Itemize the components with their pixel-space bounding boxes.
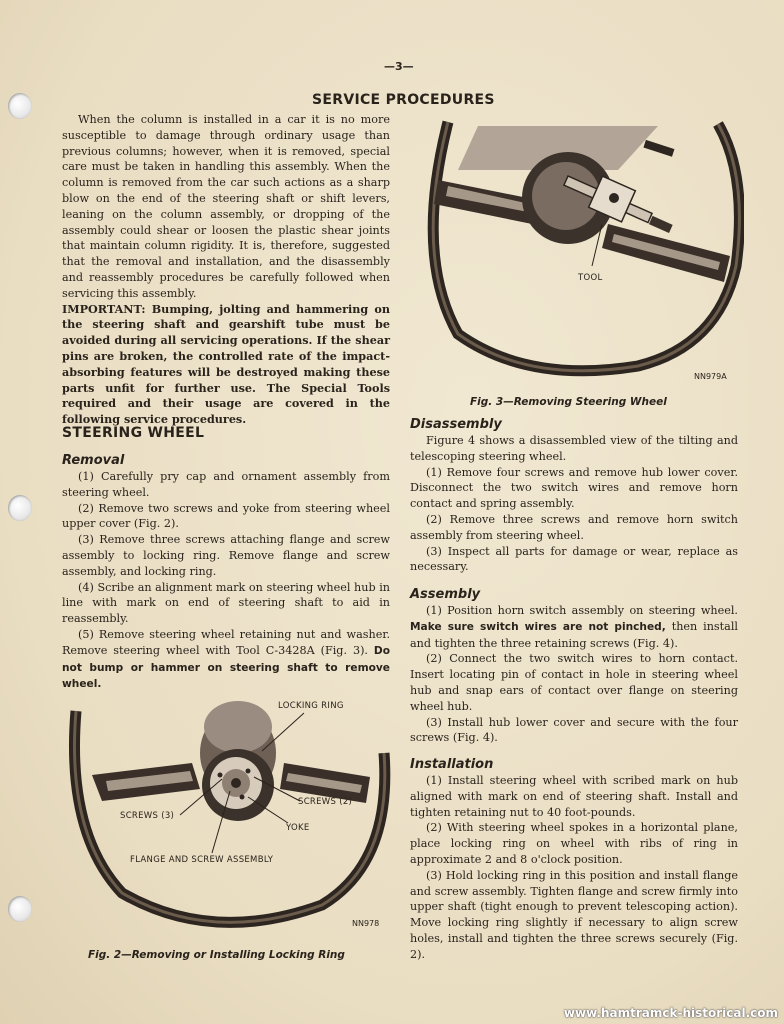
assembly-step: (2) Connect the two switch wires to horn contact. Insert locating pin of contact in hole in steering wheel hub and snap ears of contact over flange on steering wheel hub. (410, 652, 738, 713)
label-screws-3: SCREWS (3) (120, 811, 175, 821)
figure-3-code: NN979A (694, 372, 727, 381)
removal-section (62, 452, 390, 693)
tool-nut (609, 193, 619, 203)
removal-step-5-text: (5) Remove steering wheel retaining nut and washer. Remove steering wheel with Tool C-3428A (Fig. 3). (62, 627, 390, 657)
assembly-section (410, 586, 738, 746)
tool-handle (649, 216, 673, 233)
assembly-step: (3) Install hub lower cover and secure with the four screws (Fig. 4). (410, 715, 738, 745)
column-top (204, 701, 272, 753)
installation-step: (3) Hold locking ring in this position and install flange and screw assembly. Tighten flange and screw firmly into upper shaft (tight enough to prevent telescoping action). Move locking ring slightly if necessary to align screw holes, install and tighten the three screws securely (Fig. 2). (410, 868, 738, 961)
removal-step-5 (62, 627, 390, 693)
label-flange-screw-assembly: FLANGE AND SCREW ASSEMBLY (130, 855, 274, 865)
figure-2-illustration (62, 693, 398, 943)
assembly-step-1-a: (1) Position horn switch assembly on steering wheel. (426, 604, 738, 617)
steering-wheel-heading: STEERING WHEEL (62, 425, 205, 441)
shaft-end (231, 778, 241, 788)
binder-hole (8, 495, 32, 521)
removal-warning: Do not bump or hammer on steering shaft to remove wheel. (62, 644, 390, 691)
label-yoke: YOKE (286, 823, 310, 833)
label-locking-ring: LOCKING RING (278, 701, 344, 711)
assembly-step-1-b: then install and tighten the three retaining screws (Fig. 4). (410, 619, 738, 650)
installation-step: (1) Install steering wheel with scribed mark on hub aligned with mark on end of steering shaft. Install and tighten retaining nut to 40 foot-pounds. (410, 774, 738, 819)
removal-title: Removal (62, 453, 125, 468)
label-tool: TOOL (578, 273, 603, 283)
screw (218, 773, 223, 778)
disassembly-title: Disassembly (410, 417, 502, 432)
installation-section (410, 756, 738, 963)
disassembly-step: (1) Remove four screws and remove hub lower cover. Disconnect the two switch wires and remove horn contact and spring assembly. (410, 465, 738, 511)
section-heading: SERVICE PROCEDURES (312, 92, 495, 108)
binder-hole (8, 896, 32, 922)
screw (246, 769, 251, 774)
intro-paragraph: When the column is installed in a car it is no more susceptible to damage through ordinary usage than previous columns; however, when it is removed, special care must be taken in handling this assembly. When the column is removed from the car such actions as a sharp blow on the end of the steering shaft or shift levers, leaning on the column assembly, or dropping of the assembly could shear or loosen the plastic shear joints that maintain column rigidity. It is, therefore, suggested that the removal and installation, and the disassembly and reassembly procedures be carefully followed when servicing this assembly. (62, 113, 390, 300)
watermark: www.hamtramck-historical.com (563, 1006, 778, 1020)
important-note: IMPORTANT: Bumping, jolting and hammering on the steering shaft and gearshift tube must be avoided during all servicing operations. If the shear pins are broken, the controlled rate of the impact-absorbing features will be destroyed making these parts unfit for further use. The Special Tools required and their usage are covered in the following service procedures. (62, 301, 390, 427)
disassembly-step: (3) Inspect all parts for damage or wear, replace as necessary. (410, 544, 738, 574)
removal-step: (4) Scribe an alignment mark on steering wheel hub in line with mark on end of steering shaft to aid in reassembly. (62, 580, 390, 626)
shift-lever (643, 140, 674, 157)
disassembly-section (410, 416, 738, 575)
figure-3-caption: Fig. 3—Removing Steering Wheel (470, 396, 667, 408)
assembly-step-1 (410, 603, 738, 651)
label-screws-2: SCREWS (2) (298, 797, 353, 807)
assembly-title: Assembly (410, 587, 481, 602)
disassembly-step: (2) Remove three screws and remove horn switch assembly from steering wheel. (410, 512, 738, 542)
removal-step: (3) Remove three screws attaching flange and screw assembly to locking ring. Remove flange and screw assembly, and locking ring. (62, 533, 390, 578)
figure-2-caption: Fig. 2—Removing or Installing Locking Ring (88, 949, 345, 961)
installation-step: (2) With steering wheel spokes in a horizontal plane, place locking ring on wheel with ribs of ring in approximate 2 and 8 o'clock position. (410, 821, 738, 866)
removal-step: (2) Remove two screws and yoke from steering wheel upper cover (Fig. 2). (62, 501, 390, 531)
removal-step: (1) Carefully pry cap and ornament assembly from steering wheel. (62, 470, 390, 499)
screw (240, 795, 245, 800)
figure-3-illustration (418, 116, 744, 384)
binder-hole (8, 93, 32, 119)
intro-block (62, 112, 390, 428)
figure-2-code: NN978 (352, 919, 380, 928)
disassembly-step: Figure 4 shows a disassembled view of the tilting and telescoping steering wheel. (410, 434, 738, 463)
page-number: —3— (384, 60, 414, 73)
installation-title: Installation (410, 757, 494, 772)
assembly-warning: Make sure switch wires are not pinched, (410, 620, 666, 633)
